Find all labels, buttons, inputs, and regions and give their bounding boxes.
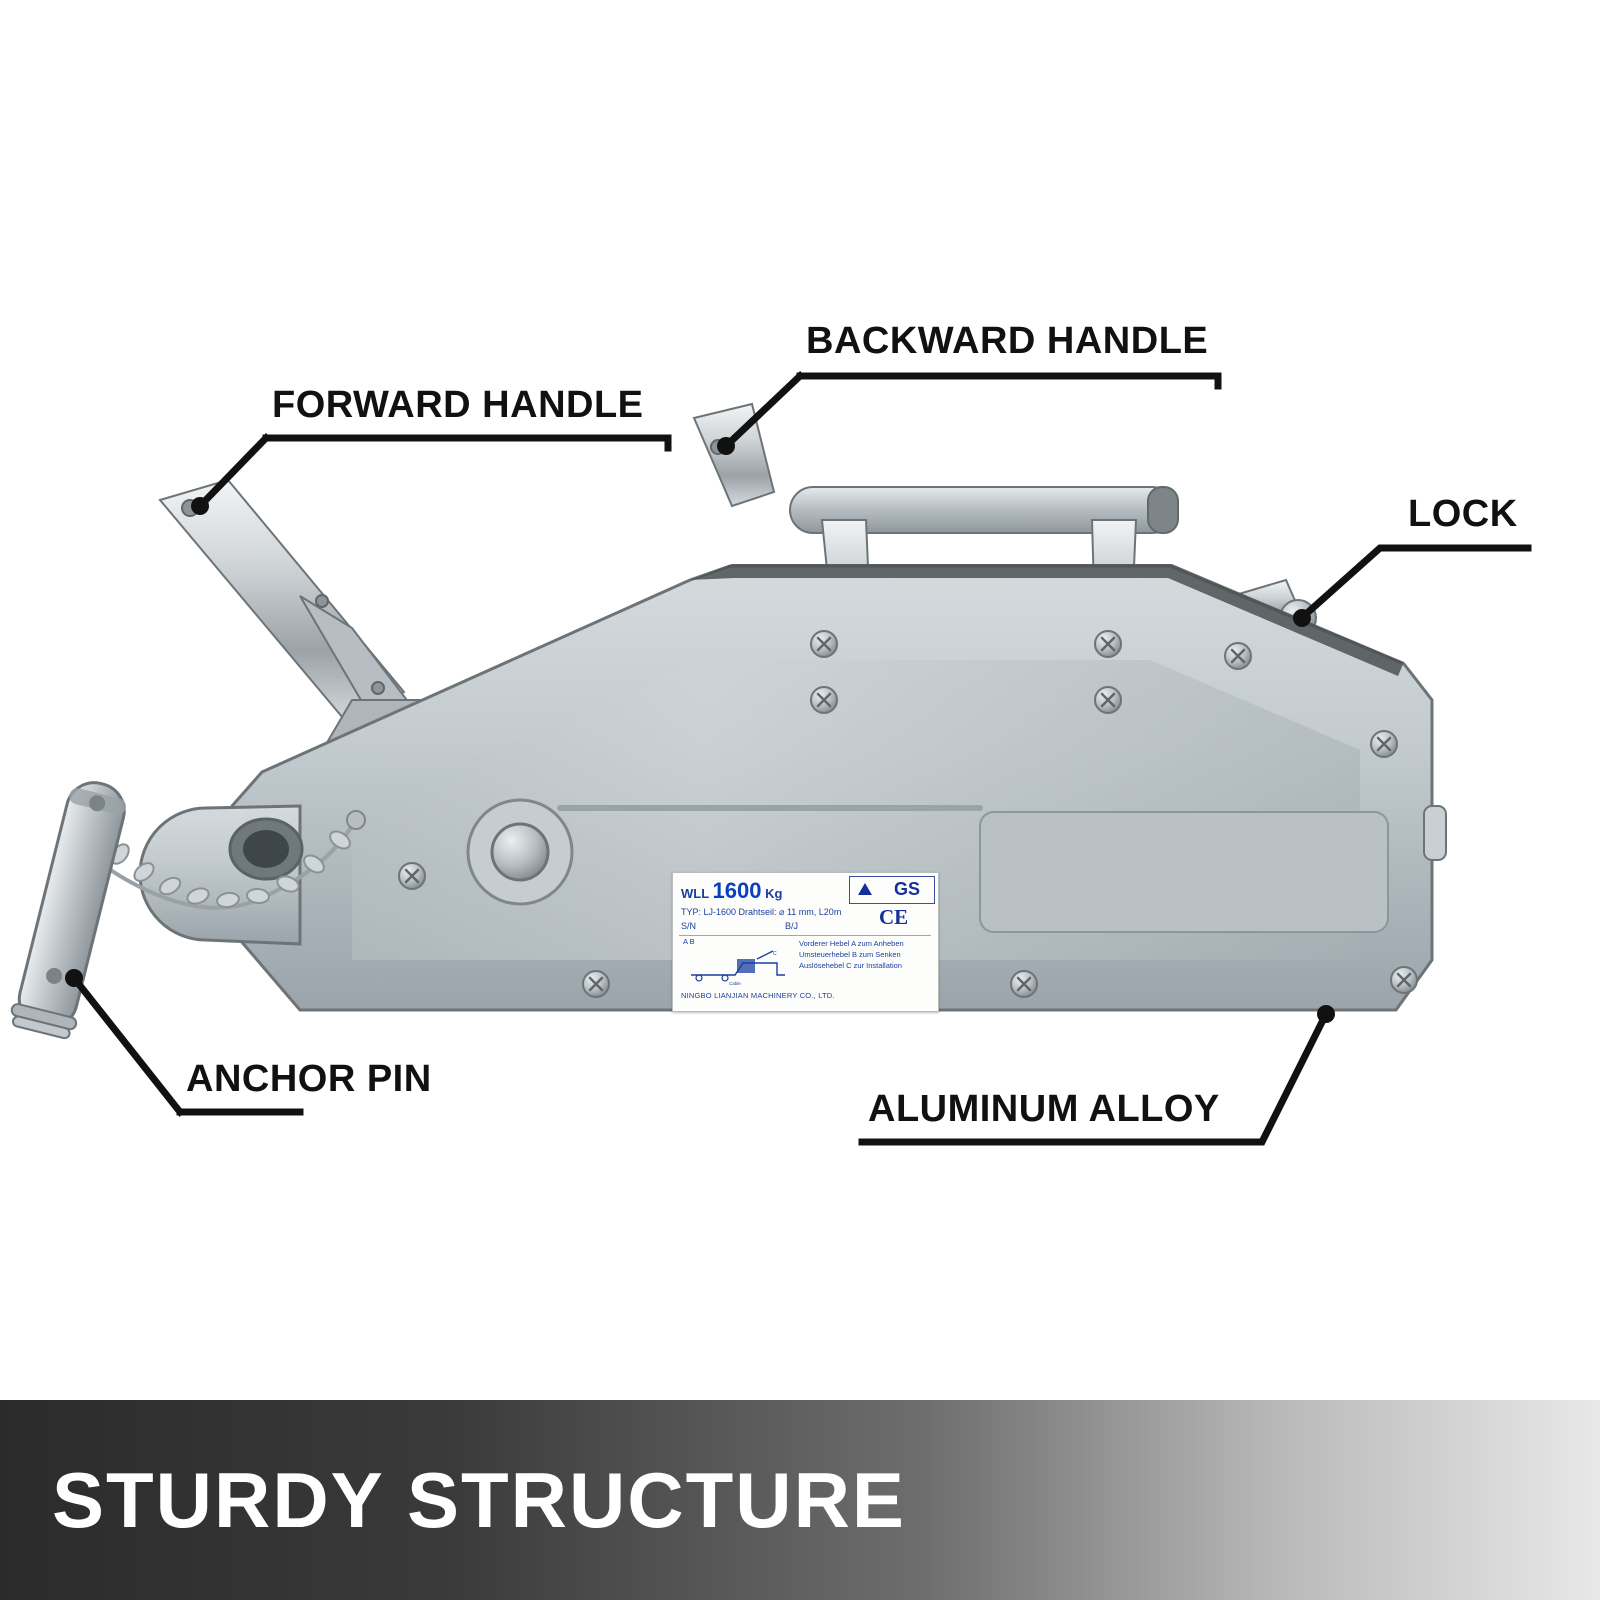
nameplate-year-label: B/J — [785, 921, 799, 931]
nameplate-legend — [799, 939, 904, 972]
callout-anchor-pin: ANCHOR PIN — [186, 1058, 432, 1100]
nameplate-serial-label: S/N — [681, 921, 697, 931]
callout-aluminum-alloy: ALUMINUM ALLOY — [868, 1088, 1220, 1130]
nameplate-legend-line-3: Auslösehebel C zur Installation — [799, 960, 902, 970]
nameplate-manufacturer: NINGBO LIANJIAN MACHINERY CO., LTD. — [681, 991, 835, 1000]
callout-lock: LOCK — [1408, 493, 1518, 535]
nameplate-wll-row — [681, 878, 782, 904]
svg-text:C: C — [773, 951, 777, 957]
callout-backward-handle: BACKWARD HANDLE — [806, 320, 1209, 362]
ce-mark-icon: CE — [879, 905, 909, 929]
banner-headline: STURDY STRUCTURE — [52, 1455, 906, 1544]
nameplate-diagram-letters: A B — [683, 937, 695, 946]
svg-text:Cable: Cable — [729, 981, 741, 986]
bottom-banner — [0, 1400, 1600, 1600]
nameplate-legend-line-2: Umsteuerhebel B zum Senken — [799, 949, 901, 959]
nameplate-usage-diagram — [681, 945, 793, 987]
nameplate — [672, 872, 939, 1012]
nameplate-wll-unit: Kg — [765, 886, 783, 901]
gs-mark-icon — [849, 876, 935, 904]
nameplate-divider — [679, 935, 931, 936]
nameplate-wll-value: 1600 — [712, 878, 762, 903]
gs-mark-text: GS — [894, 879, 921, 899]
nameplate-legend-line-1: Vorderer Hebel A zum Anheben — [799, 939, 904, 948]
warning-triangle-icon — [858, 883, 872, 895]
nameplate-wll-prefix: WLL — [681, 886, 709, 901]
callout-forward-handle: FORWARD HANDLE — [272, 384, 644, 426]
nameplate-type-line: TYP: LJ-1600 Drahtseil: ⌀ 11 mm, L20m — [681, 907, 842, 917]
